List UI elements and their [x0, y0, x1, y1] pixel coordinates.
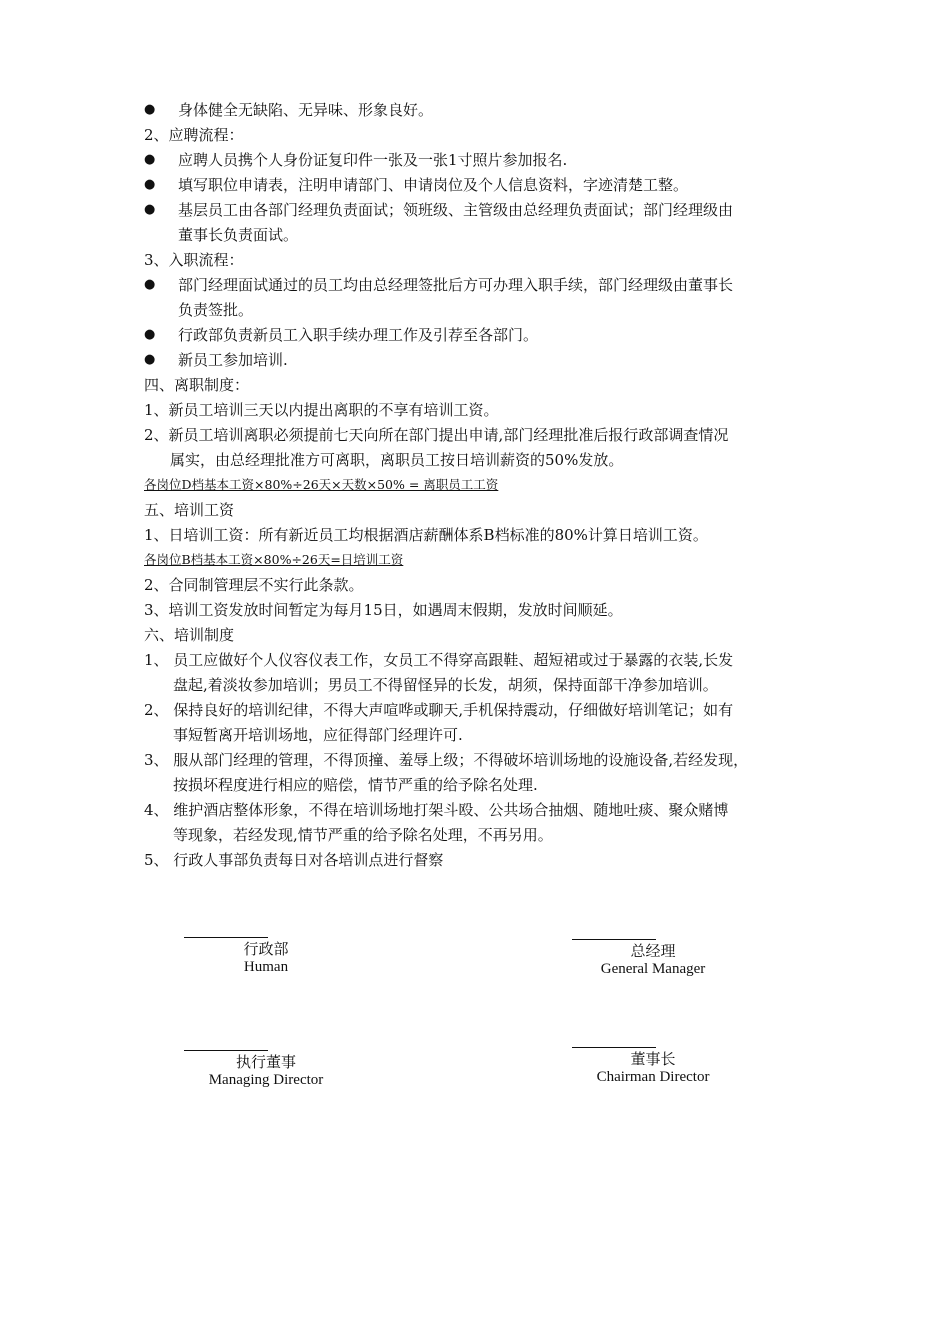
apply-step: 应聘人员携个人身份证复印件一张及一张1寸照片参加报名.	[178, 151, 568, 169]
training-rule-continued: 事短暂离开培训场地，应征得部门经理许可.	[173, 726, 463, 744]
pay-rule: 2、合同制管理层不实行此条款。	[144, 576, 364, 594]
training-rule: 5、 行政人事部负责每日对各培训点进行督察	[144, 851, 444, 869]
bullet-icon: ●	[144, 352, 156, 367]
training-rule-continued: 盘起,着淡妆参加培训；男员工不得留怪异的长发，胡须，保持面部干净参加培训。	[173, 676, 718, 694]
signature-chair-cn: 董事长	[630, 1050, 676, 1068]
pay-rule: 3、培训工资发放时间暂定为每月15日，如遇周末假期，发放时间顺延。	[144, 601, 623, 619]
onboard-step: 部门经理面试通过的员工均由总经理签批后方可办理入职手续，部门经理级由董事长	[178, 276, 734, 294]
resign-rule: 1、新员工培训三天以内提出离职的不享有培训工资。	[144, 401, 499, 419]
apply-step: 基层员工由各部门经理负责面试；领班级、主管级由总经理负责面试；部门经理级由	[178, 201, 734, 219]
pay-rule: 1、日培训工资：所有新近员工均根据酒店薪酬体系B档标准的80%计算日培训工资。	[144, 526, 708, 544]
bullet-icon: ●	[144, 277, 156, 292]
signature-line-admin	[184, 937, 268, 938]
section-heading-pay: 五、培训工资	[144, 501, 235, 519]
resign-formula: 各岗位D档基本工资×80%÷26天×天数×50% = 离职员工工资	[144, 477, 499, 492]
training-rule-continued: 等现象，若经发现,情节严重的给予除名处理，不再另用。	[173, 826, 553, 844]
signature-md-cn: 执行董事	[235, 1053, 296, 1071]
signature-gm-cn: 总经理	[630, 942, 676, 960]
bullet-icon: ●	[144, 327, 156, 342]
onboard-step: 新员工参加培训.	[178, 351, 288, 369]
pay-formula: 各岗位B档基本工资×80%÷26天=日培训工资	[144, 552, 404, 567]
requirement-item: 身体健全无缺陷、无异味、形象良好。	[178, 101, 434, 119]
bullet-icon: ●	[144, 102, 156, 117]
signature-line-md	[184, 1050, 268, 1051]
section-heading-resign: 四、离职制度：	[144, 376, 250, 394]
onboard-step-continued: 负责签批。	[178, 301, 254, 319]
training-rule: 3、 服从部门经理的管理，不得顶撞、羞辱上级；不得破坏培训场地的设施设备,若经发现，	[144, 751, 749, 769]
signature-admin-en: Human	[243, 959, 289, 975]
resign-rule-continued: 属实，由总经理批准方可离职，离职员工按日培训薪资的50%发放。	[170, 451, 624, 469]
signature-chair-en: Chairman Director	[596, 1069, 710, 1085]
section-heading-training: 六、培训制度	[144, 626, 235, 644]
apply-step-continued: 董事长负责面试。	[178, 226, 299, 244]
bullet-icon: ●	[144, 152, 156, 167]
section-heading-apply: 2、应聘流程：	[144, 126, 244, 144]
training-rule: 1、 员工应做好个人仪容仪表工作，女员工不得穿高跟鞋、超短裙或过于暴露的衣装,长发	[144, 651, 734, 669]
bullet-icon: ●	[144, 202, 156, 217]
bullet-icon: ●	[144, 177, 156, 192]
signature-gm-en: General Manager	[600, 961, 706, 977]
apply-step: 填写职位申请表，注明申请部门、申请岗位及个人信息资料，字迹清楚工整。	[178, 176, 689, 194]
onboard-step: 行政部负责新员工入职手续办理工作及引荐至各部门。	[178, 326, 539, 344]
section-heading-onboard: 3、入职流程：	[144, 251, 244, 269]
training-rule: 4、 维护酒店整体形象，不得在培训场地打架斗殴、公共场合抽烟、随地吐痰、聚众赌博	[144, 801, 729, 819]
resign-rule: 2、新员工培训离职必须提前七天向所在部门提出申请,部门经理批准后报行政部调查情况	[144, 426, 729, 444]
signature-line-chair	[572, 1047, 656, 1048]
training-rule-continued: 按损坏程度进行相应的赔偿，情节严重的给予除名处理.	[173, 776, 538, 794]
signature-admin-cn: 行政部	[243, 940, 289, 958]
training-rule: 2、 保持良好的培训纪律，不得大声喧哗或聊天,手机保持震动，仔细做好培训笔记；如有	[144, 701, 734, 719]
signature-md-en: Managing Director	[208, 1072, 324, 1088]
signature-line-gm	[572, 939, 656, 940]
